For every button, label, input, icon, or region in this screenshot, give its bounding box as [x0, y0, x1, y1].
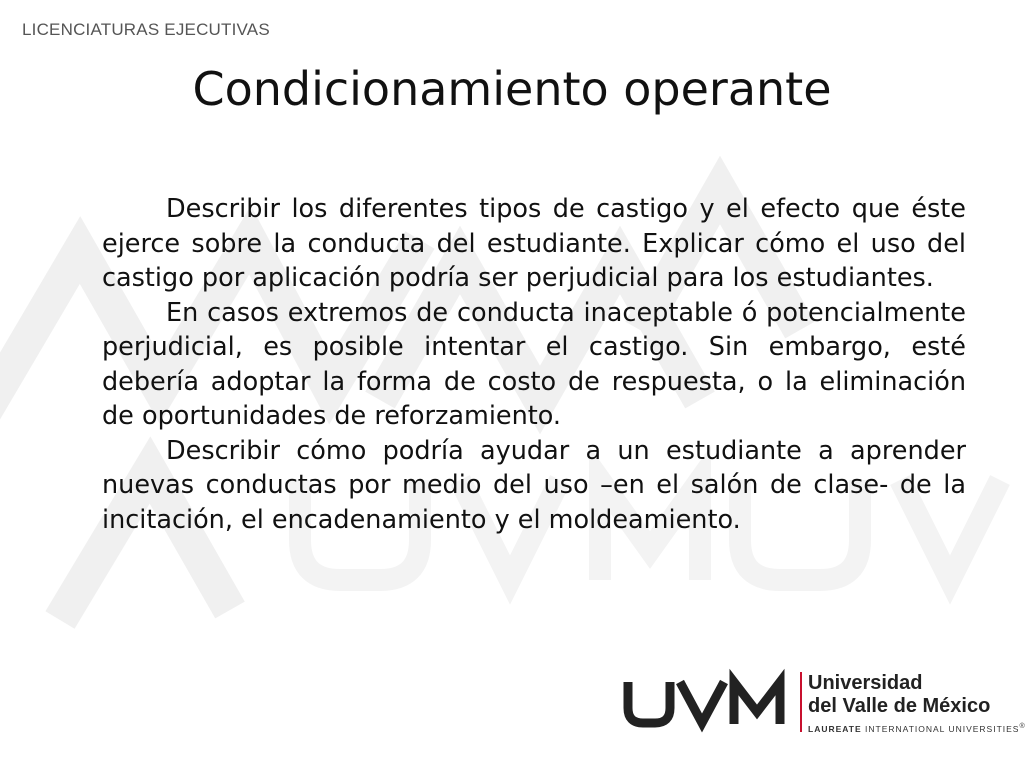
- university-name-line1: Universidad: [808, 672, 923, 694]
- laureate-bold: LAUREATE: [808, 723, 862, 734]
- uvm-wordmark-logo: [620, 678, 790, 728]
- slide-body: [102, 192, 966, 537]
- body-paragraph: En casos extremos de conducta inaceptable ó potencialmente perjudicial, es posible intentar el castigo. Sin embargo, esté debería adoptar la forma de costo de respuesta, o la eliminación de oportunidades de reforzamiento.: [102, 297, 966, 431]
- body-paragraph: Describir los diferentes tipos de castigo y el efecto que éste ejerce sobre la conducta del estudiante. Explicar cómo el uso del castigo por aplicación podría ser perjudicial para los estudiantes.: [102, 194, 966, 293]
- logo-divider: [800, 672, 802, 732]
- registered-mark: ®: [1019, 722, 1026, 730]
- body-paragraph: Describir cómo podría ayudar a un estudiante a aprender nuevas conductas por medio del uso –en el salón de clase- de la incitación, el encadenamiento y el moldeamiento.: [102, 435, 966, 535]
- uvm-logo: [620, 670, 1026, 740]
- laureate-rest: INTERNATIONAL UNIVERSITIES: [861, 723, 1020, 734]
- slide-title: Condicionamiento operante: [192, 62, 832, 116]
- program-label: LICENCIATURAS EJECUTIVAS: [22, 20, 270, 39]
- laureate-tagline: [808, 722, 1026, 734]
- university-name-line2: del Valle de México: [808, 695, 991, 717]
